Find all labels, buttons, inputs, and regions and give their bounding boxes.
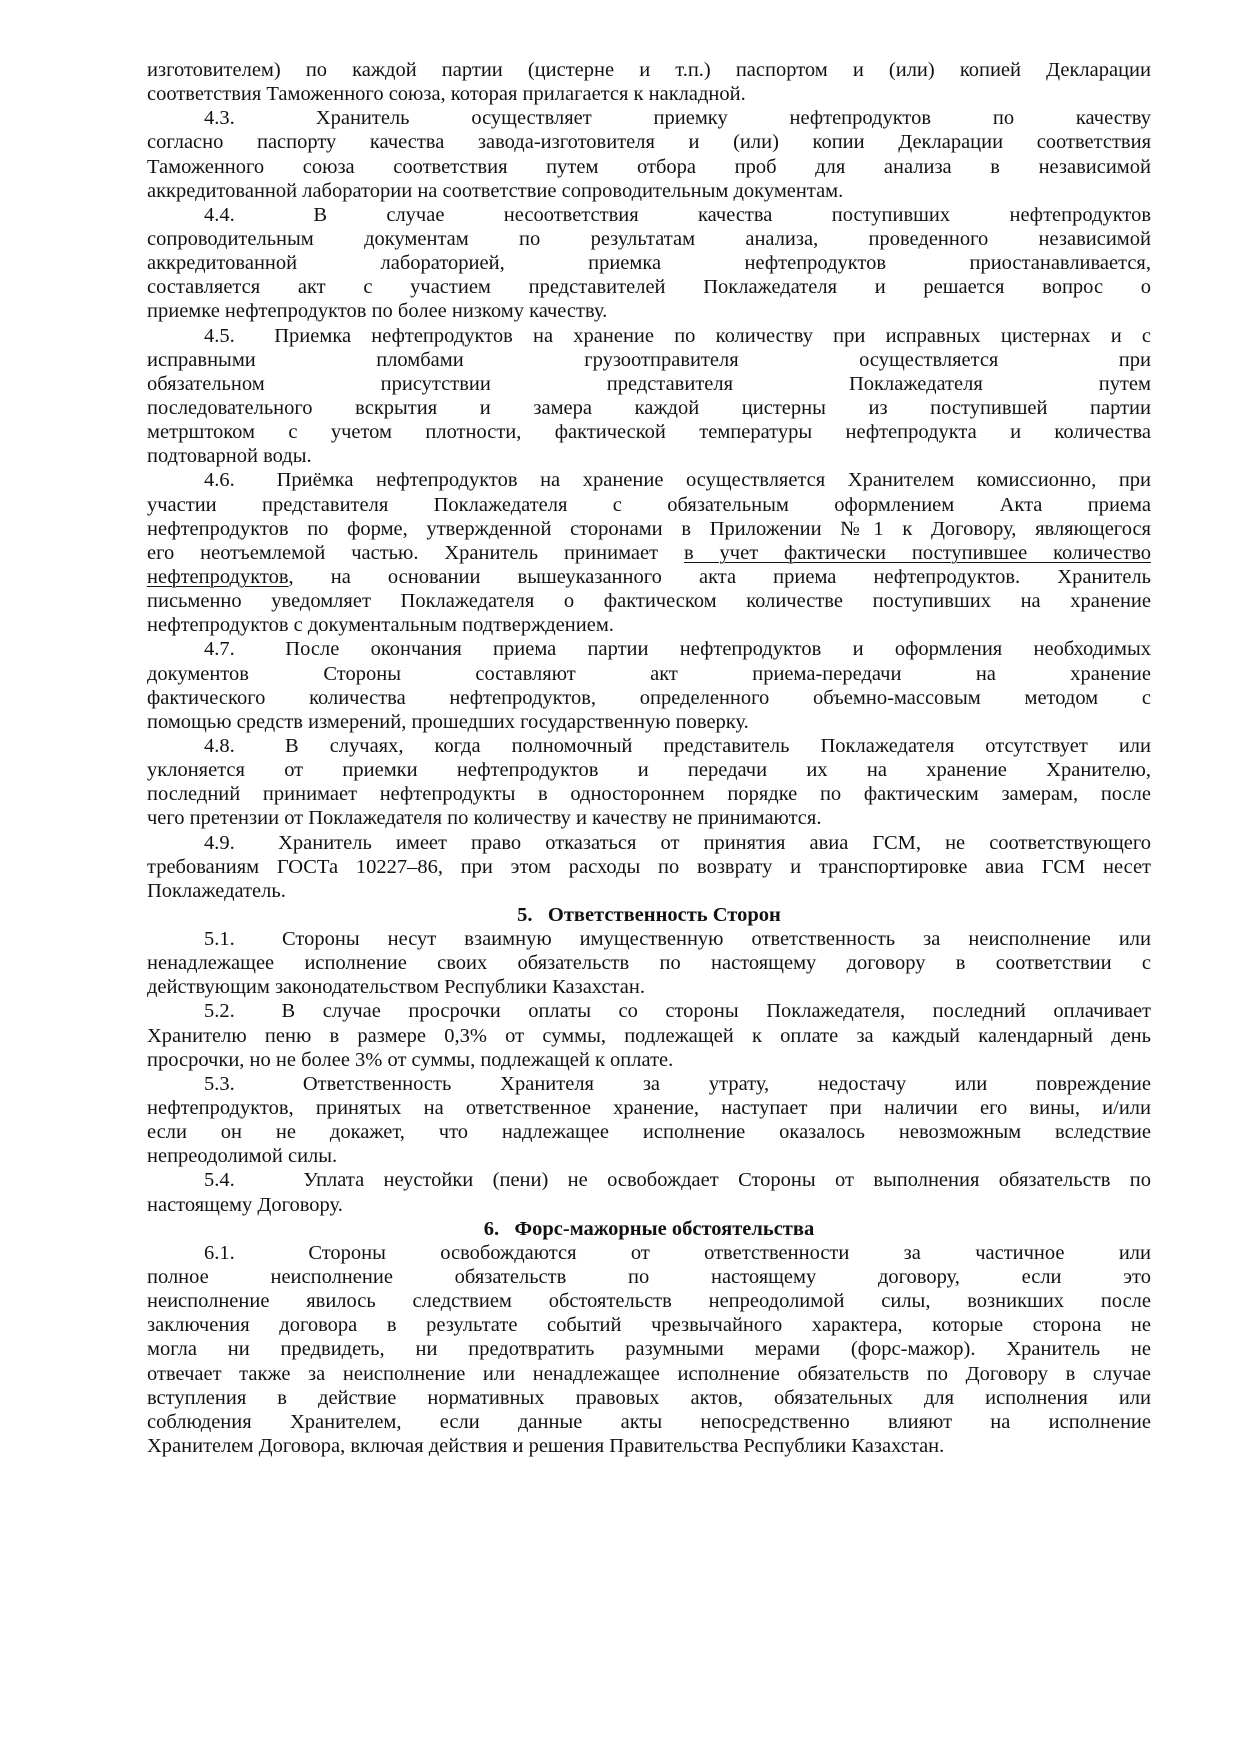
clause-number: 4.6. — [204, 469, 235, 492]
text-line: изготовителем) по каждой партии (цистерне и т.п.) паспортом и (или) копией Декларации — [147, 59, 1151, 81]
clause-4-8 — [147, 734, 1151, 831]
clause-number: 5.4. — [204, 1169, 235, 1192]
text-line: составляется акт с участием представителей Поклажедателя и решается вопрос о — [147, 276, 1151, 299]
clause-text: Приёмка нефтепродуктов на хранение осуществляется Хранителем комиссионно, при — [276, 469, 1152, 492]
text-line — [147, 637, 1151, 661]
text-line: непреодолимой силы. — [147, 1145, 338, 1168]
clause-4-4 — [147, 203, 1151, 324]
text-line: нефтепродуктов, принятых на ответственное хранение, наступает при наличии его вины, и/или — [147, 1097, 1151, 1120]
text-segment: , на основании вышеуказанного акта приема нефтепродуктов. Хранитель — [288, 565, 1151, 588]
text-line: неисполнение явилось следствием обстоятельств непреодолимой силы, возникших после — [147, 1290, 1151, 1313]
clause-number: 6.1. — [204, 1241, 235, 1264]
text-line: последний принимает нефтепродукты в одностороннем порядке по фактическим замерам, после — [147, 783, 1151, 806]
clause-4-9 — [147, 831, 1151, 903]
text-line — [147, 106, 1151, 130]
clause-number: 4.5. — [204, 324, 235, 347]
text-line: если он не докажет, что надлежащее исполнение оказалось невозможным вследствие — [147, 1121, 1151, 1144]
text-line: требованиям ГОСТа 10227–86, при этом расходы по возврату и транспортировке авиа ГСМ несет — [147, 855, 1151, 878]
underlined-text: нефтепродуктов — [147, 565, 289, 588]
section-heading: 6. Форс-мажорные обстоятельства — [483, 1217, 815, 1240]
text-line — [147, 1072, 1151, 1096]
clause-text: Уплата неустойки (пени) не освобождает Стороны от выполнения обязательств по — [303, 1169, 1152, 1192]
text-line — [147, 468, 1151, 492]
text-segment: его неотъемлемой частью. Хранитель принимает — [147, 541, 684, 564]
text-line: уклоняется от приемки нефтепродуктов и передачи их на хранение Хранителю, — [147, 759, 1151, 782]
text-line: просрочки, но не более 3% от суммы, подлежащей к оплате. — [147, 1048, 674, 1071]
clause-number: 5.3. — [204, 1072, 235, 1095]
clause-5-3 — [147, 1072, 1151, 1169]
clause-text: Стороны несут взаимную имущественную ответственность за неисполнение или — [282, 928, 1152, 951]
text-line: исправными пломбами грузоотправителя осуществляется при — [147, 348, 1151, 371]
text-line: могла ни предвидеть, ни предотвратить разумными мерами (форс-мажор). Хранитель не — [147, 1338, 1151, 1361]
clause-text: Хранитель осуществляет приемку нефтепродуктов по качеству — [315, 107, 1151, 130]
text-line: действующим законодательством Республики Казахстан. — [147, 976, 645, 999]
text-line: Хранителю пеню в размере 0,3% от суммы, подлежащей к оплате за каждый календарный день — [147, 1024, 1151, 1047]
text-line: обязательном присутствии представителя Поклажедателя путем — [147, 372, 1151, 395]
clause-4-5 — [147, 324, 1151, 469]
text-line: аккредитованной лабораторией, приемка нефтепродуктов приостанавливается, — [147, 252, 1151, 275]
text-line: метрштоком с учетом плотности, фактической температуры нефтепродукта и количества — [147, 421, 1151, 444]
clause-4-7 — [147, 637, 1151, 734]
text-line — [147, 999, 1151, 1023]
clause-5-1 — [147, 927, 1151, 999]
clause-number: 4.3. — [204, 107, 235, 130]
text-line — [147, 324, 1151, 348]
text-line — [147, 927, 1151, 951]
text-line: заключения договора в результате событий чрезвычайного характера, которые сторона не — [147, 1314, 1151, 1337]
text-line: ненадлежащее исполнение своих обязательств по настоящему договору в соответствии с — [147, 952, 1151, 975]
clause-text: В случаях, когда полномочный представитель Поклажедателя отсутствует или — [285, 734, 1152, 757]
text-line: документов Стороны составляют акт приема-передачи на хранение — [147, 662, 1151, 685]
text-line: Таможенного союза соответствия путем отбора проб для анализа в независимой — [147, 155, 1151, 178]
clause-4-6 — [147, 468, 1151, 637]
text-line: помощью средств измерений, прошедших государственную поверку. — [147, 710, 749, 733]
text-line: нефтепродуктов по форме, утвержденной сторонами в Приложении №1 к Договору, являющегося — [147, 517, 1151, 540]
clause-number: 5.1. — [204, 928, 235, 951]
clause-text: Ответственность Хранителя за утрату, недостачу или повреждение — [302, 1072, 1152, 1095]
text-line: Поклажедатель. — [147, 879, 286, 902]
intro-paragraph — [147, 58, 1151, 106]
text-line: сопроводительным документам по результатам анализа, проведенного независимой — [147, 227, 1151, 250]
underlined-text: в учет фактически поступившее количество — [683, 541, 1151, 564]
clause-number: 5.2. — [204, 1000, 235, 1023]
text-line: последовательного вскрытия и замера каждой цистерны из поступившей партии — [147, 396, 1151, 419]
text-line: нефтепродуктов с документальным подтверждением. — [147, 614, 614, 637]
clause-number: 4.7. — [204, 638, 235, 661]
text-line: согласно паспорту качества завода-изготовителя и (или) копии Декларации соответствия — [147, 131, 1151, 154]
document-page — [147, 58, 1151, 1458]
clause-text: Стороны освобождаются от ответственности за частичное или — [308, 1241, 1151, 1264]
text-line: фактического количества нефтепродуктов, определенного объемно-массовым методом с — [147, 686, 1151, 709]
clause-5-4 — [147, 1168, 1151, 1216]
clause-5-2 — [147, 999, 1151, 1071]
text-line: чего претензии от Поклажедателя по количеству и качеству не принимаются. — [147, 807, 822, 830]
text-line — [147, 203, 1151, 227]
clause-text: В случае просрочки оплаты со стороны Поклажедателя, последний оплачивает — [281, 1000, 1151, 1023]
clause-text: После окончания приема партии нефтепродуктов и оформления необходимых — [285, 638, 1152, 661]
text-line: аккредитованной лаборатории на соответствие сопроводительным документам. — [147, 179, 844, 202]
clause-text: Хранитель имеет право отказаться от принятия авиа ГСМ, не соответствующего — [278, 831, 1151, 854]
text-line: Хранителем Договора, включая действия и решения Правительства Республики Казахстан. — [147, 1435, 945, 1458]
section-heading: 5. Ответственность Сторон — [517, 903, 781, 926]
clause-number: 4.8. — [204, 734, 235, 757]
text-line: соответствия Таможенного союза, которая прилагается к накладной. — [147, 83, 746, 106]
text-line: подтоварной воды. — [147, 445, 312, 468]
text-line — [147, 734, 1151, 758]
text-line: отвечает также за неисполнение или ненадлежащее исполнение обязательств по Договору в случае — [147, 1362, 1151, 1385]
clause-number: 4.9. — [204, 831, 235, 854]
clause-4-3 — [147, 106, 1151, 203]
text-line — [147, 1168, 1151, 1192]
text-line — [147, 1241, 1151, 1265]
text-line — [147, 565, 1151, 589]
text-line — [147, 831, 1151, 855]
text-line — [147, 541, 1151, 565]
text-line: соблюдения Хранителем, если данные акты непосредственно влияют на исполнение — [147, 1410, 1151, 1433]
clause-text: Приемка нефтепродуктов на хранение по количеству при исправных цистернах и с — [274, 324, 1152, 347]
clause-6-1 — [147, 1241, 1151, 1458]
clause-number: 4.4. — [204, 203, 235, 226]
text-line: полное неисполнение обязательств по настоящему договору, если это — [147, 1266, 1151, 1289]
text-line: вступления в действие нормативных правовых актов, обязательных для исполнения или — [147, 1386, 1151, 1409]
text-line: приемке нефтепродуктов по более низкому качеству. — [147, 300, 608, 323]
clause-text: В случае несоответствия качества поступивших нефтепродуктов — [313, 203, 1152, 226]
text-line: письменно уведомляет Поклажедателя о фактическом количестве поступивших на хранение — [147, 590, 1151, 613]
text-line: участии представителя Поклажедателя с обязательным оформлением Акта приема — [147, 493, 1151, 516]
text-line: настоящему Договору. — [147, 1193, 343, 1216]
